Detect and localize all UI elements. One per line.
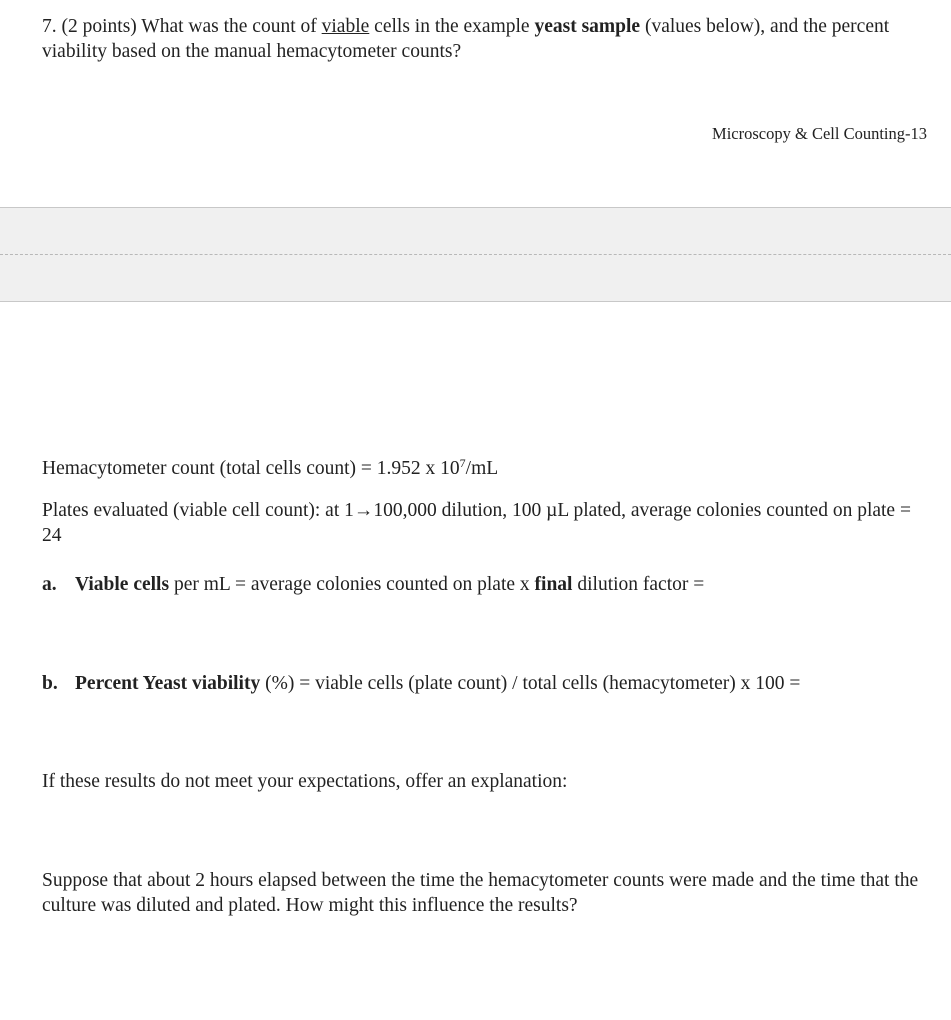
page-bottom [0,302,951,1020]
page-top [0,0,951,207]
part-b [42,671,922,696]
part-b-label: b. [42,673,58,694]
question-7 [42,14,922,64]
hemacytometer-unit: /mL [465,458,499,479]
hemacytometer-exponent: 7 [459,456,466,470]
question-end: (values below), and the percent viability based on the manual hemacytometer counts? [42,16,890,62]
part-a-text-2: dilution factor = [577,574,705,595]
viable-cells-bold: Viable cells [75,574,170,595]
part-b-text: (%) = viable cells (plate count) / total cells (hemacytometer) x 100 = [265,673,801,694]
question-intro: 7. (2 points) What was the count of [42,16,317,37]
page-break-line [0,254,951,255]
timing-question: Suppose that about 2 hours elapsed between the time the hemacytometer counts were made and the time that the culture was diluted and plated. How might this influence the results? [42,870,919,916]
hemacytometer-label: Hemacytometer count (total cells count) = 1.952 x 10 [42,458,460,479]
plates-evaluated-line: Plates evaluated (viable cell count): at 1→100,000 dilution, 100 µL plated, average colonies counted on plate = 24 [42,500,911,546]
question-mid: cells in the example [374,16,530,37]
part-a [42,572,922,597]
running-header: Microscopy & Cell Counting-13 [712,124,927,143]
page-break-gap [0,207,951,302]
part-a-label: a. [42,574,57,595]
viable-underlined: viable [321,16,370,37]
hemacytometer-count-line [42,456,922,481]
explanation-prompt: If these results do not meet your expectations, offer an explanation: [42,771,568,792]
final-bold: final [534,574,573,595]
yeast-sample-bold: yeast sample [534,16,641,37]
part-a-text-1: per mL = average colonies counted on plate x [173,574,530,595]
percent-viability-bold: Percent Yeast viability [75,673,261,694]
